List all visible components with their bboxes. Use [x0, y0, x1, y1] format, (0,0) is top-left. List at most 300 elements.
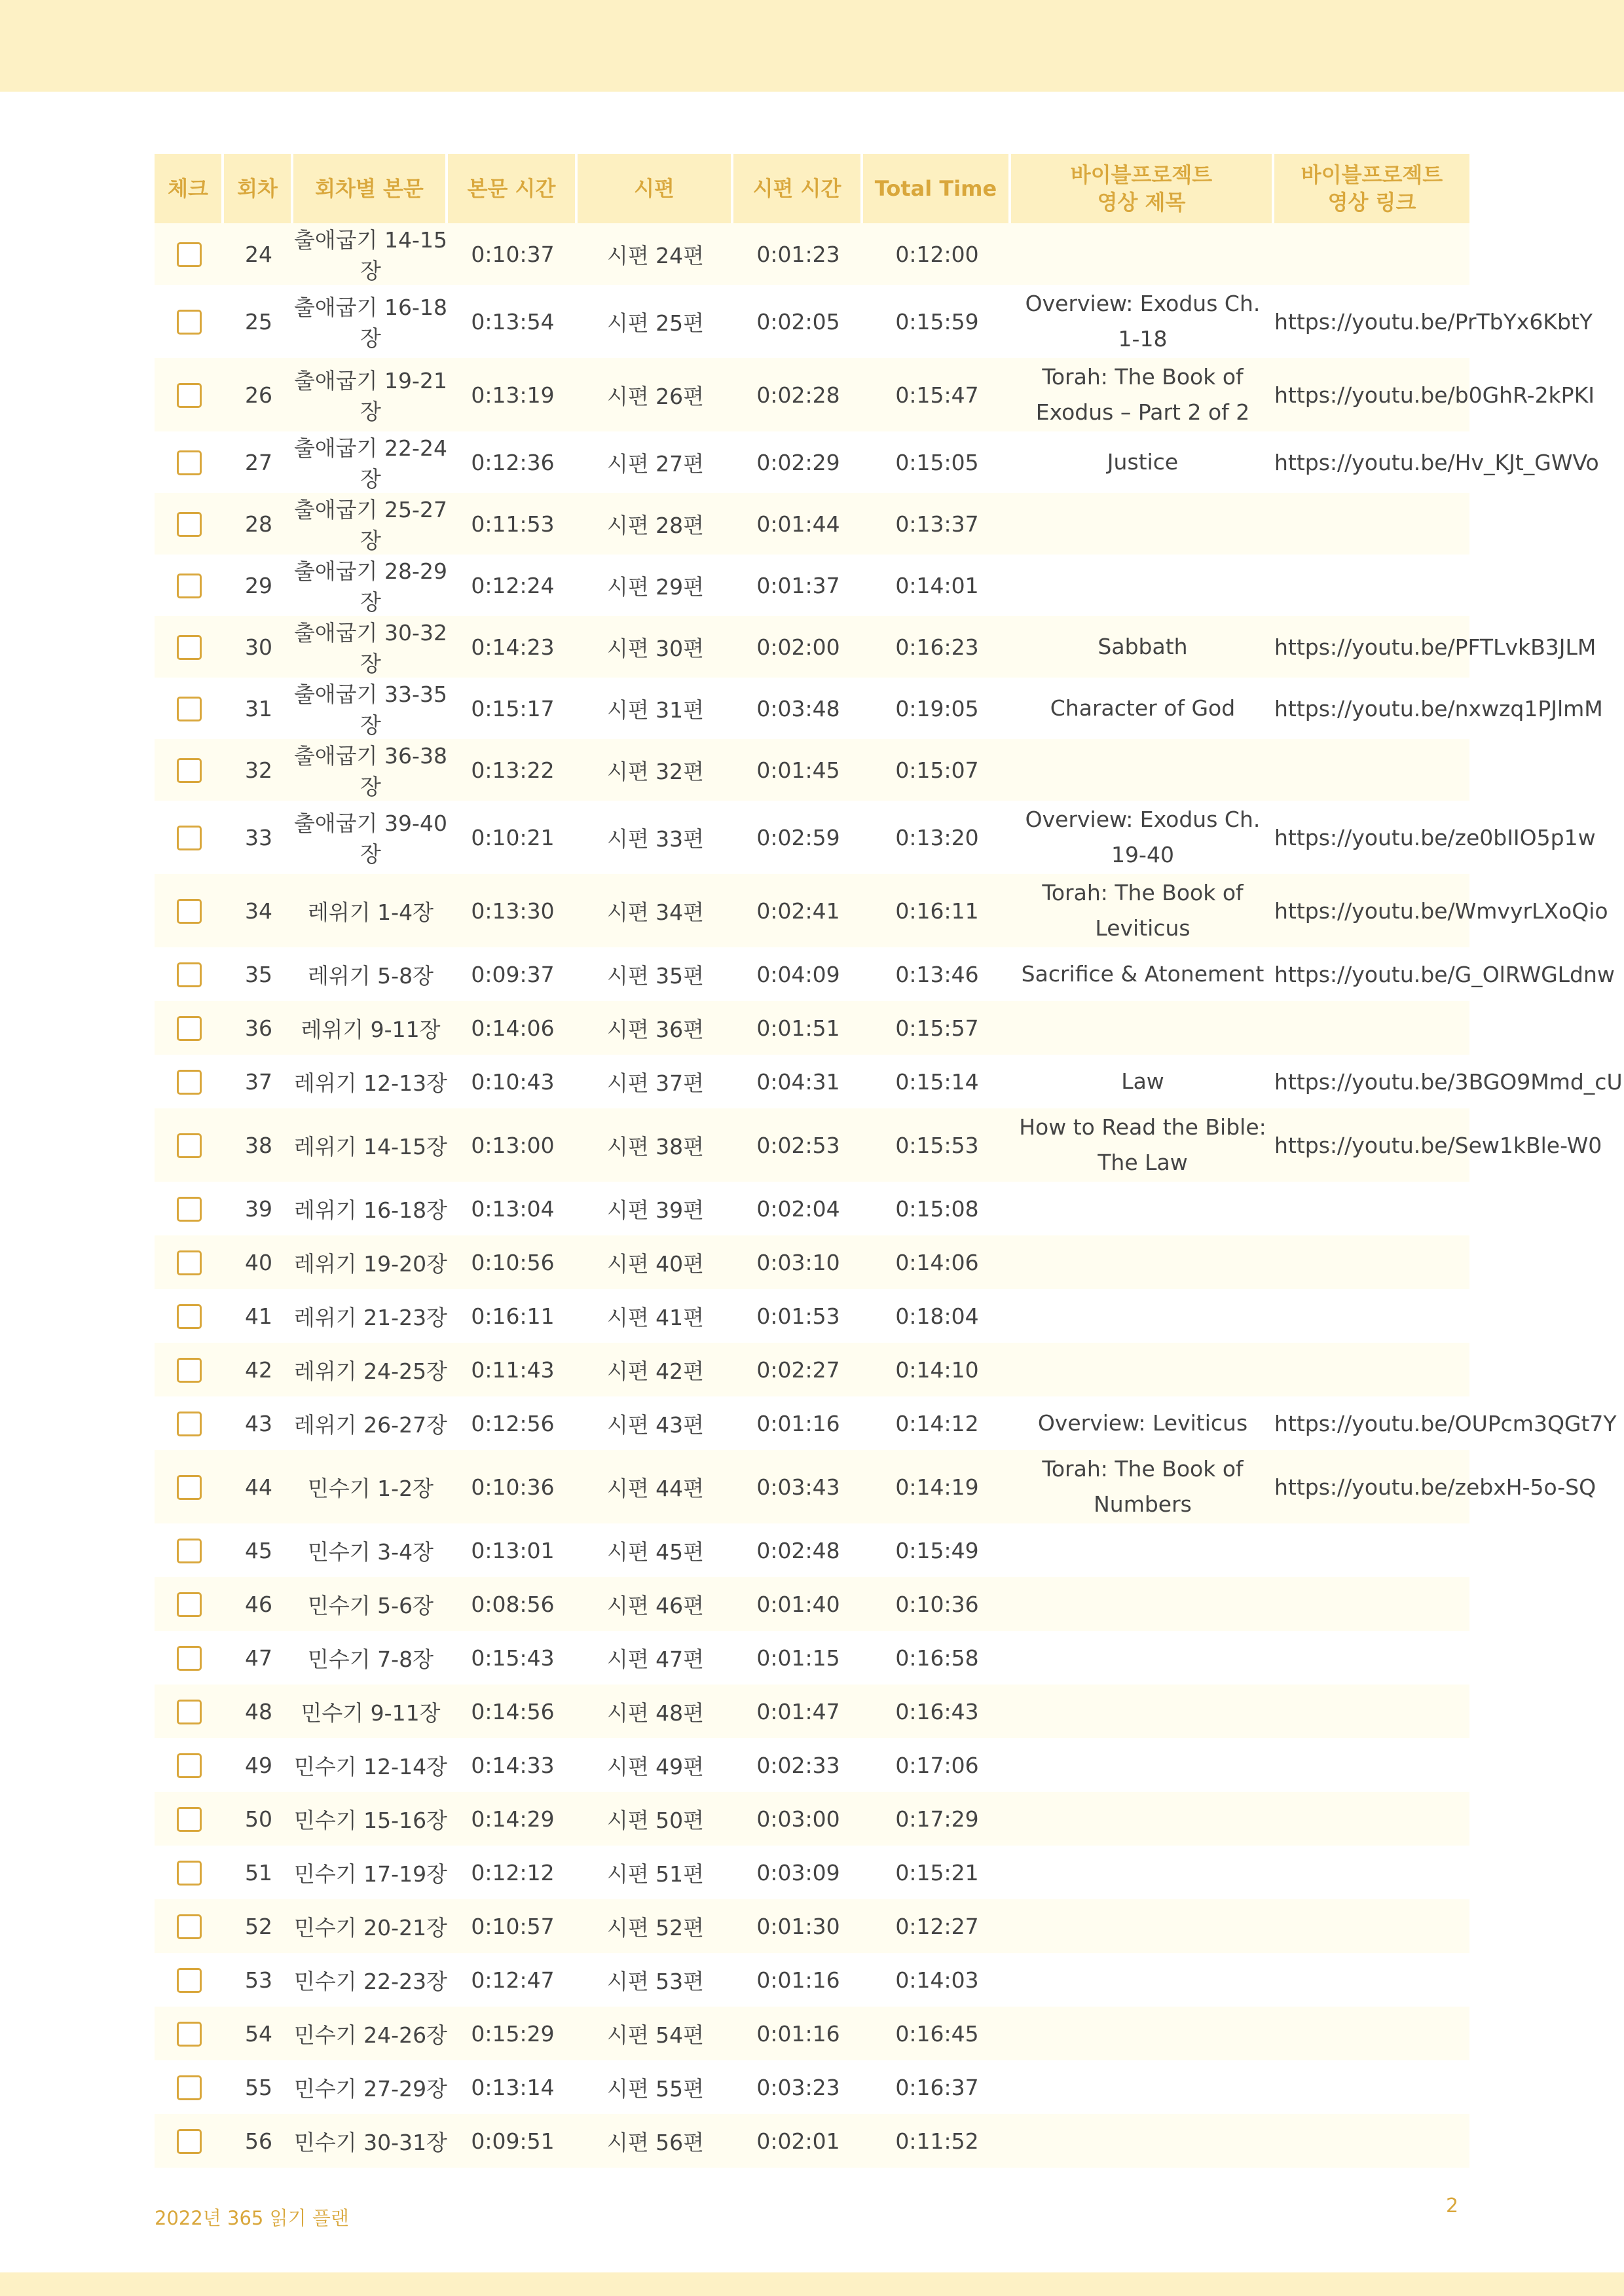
cell-psalm-time: 0:02:00	[733, 616, 863, 678]
cell-video-title	[1011, 1289, 1274, 1343]
cell-video-link[interactable]: https://youtu.be/PrTbYx6KbtY	[1274, 308, 1593, 335]
cell-total-time: 0:14:19	[863, 1450, 1011, 1523]
cell-total-time: 0:15:14	[895, 1068, 979, 1095]
cell-total-time: 0:15:49	[895, 1537, 979, 1563]
cell-passage: 출애굽기 39-40장	[294, 811, 447, 867]
reading-checkbox[interactable]	[177, 1968, 202, 1993]
table-row	[155, 616, 1469, 678]
cell-total-time: 0:15:59	[895, 308, 979, 335]
cell-check	[155, 2060, 224, 2114]
cell-session: 25	[245, 308, 272, 335]
cell-psalm-time: 0:02:01	[733, 2114, 863, 2168]
cell-psalm-time: 0:02:05	[756, 308, 840, 335]
cell-video-link	[1274, 1631, 1469, 1685]
cell-check	[155, 2007, 224, 2060]
cell-total-time: 0:10:36	[863, 1577, 1011, 1631]
cell-video-title	[1011, 1001, 1274, 1055]
cell-passage-time: 0:13:54	[471, 308, 555, 335]
cell-session: 38	[224, 1108, 293, 1182]
cell-passage-time: 0:10:36	[448, 1450, 578, 1523]
table-row	[155, 1343, 1469, 1396]
cell-passage: 출애굽기 28-29장	[294, 558, 447, 615]
table-row	[155, 431, 1469, 493]
col-header-session: 회차	[224, 154, 293, 223]
cell-psalm: 시편 35편	[606, 962, 705, 989]
table-row	[155, 555, 1469, 616]
cell-video-link[interactable]: https://youtu.be/PFTLvkB3JLM	[1274, 616, 1469, 678]
reading-checkbox[interactable]	[177, 512, 202, 537]
cell-video-title: Overview: Exodus Ch. 19-40	[1025, 807, 1261, 867]
cell-video-title	[1011, 1792, 1274, 1846]
reading-checkbox[interactable]	[177, 1358, 202, 1383]
cell-total-time: 0:15:47	[863, 358, 1011, 431]
cell-check	[155, 1343, 224, 1396]
cell-video-title: Torah: The Book of Leviticus	[1011, 874, 1274, 947]
cell-passage-time: 0:14:33	[471, 1752, 555, 1778]
cell-total-time: 0:19:05	[895, 695, 979, 721]
reading-checkbox[interactable]	[177, 574, 202, 598]
cell-total-time: 0:13:46	[895, 961, 979, 987]
cell-passage: 민수기 17-19장	[294, 1861, 447, 1887]
cell-check	[155, 1182, 224, 1235]
table-row	[155, 874, 1469, 947]
reading-checkbox[interactable]	[177, 1133, 202, 1158]
col-header-video-link-line2: 영상 링크	[1327, 190, 1416, 215]
reading-checkbox[interactable]	[177, 450, 202, 475]
cell-video-link	[1274, 2060, 1469, 2114]
cell-video-link[interactable]: https://youtu.be/zebxH-5o-SQ	[1274, 1450, 1469, 1523]
cell-session: 41	[245, 1303, 272, 1329]
cell-video-title	[1011, 1235, 1274, 1289]
col-header-video-link-line1: 바이블프로젝트	[1301, 162, 1443, 187]
cell-psalm: 시편 29편	[606, 574, 705, 600]
cell-passage-time: 0:13:01	[471, 1537, 555, 1563]
cell-psalm-time: 0:03:10	[733, 1235, 863, 1289]
cell-check	[155, 1523, 224, 1577]
cell-psalm: 시편 25편	[606, 310, 705, 336]
reading-checkbox[interactable]	[177, 1197, 202, 1222]
cell-passage-time: 0:10:43	[471, 1068, 555, 1095]
cell-passage: 출애굽기 30-32장	[293, 616, 448, 678]
cell-passage-time: 0:09:37	[471, 961, 555, 987]
reading-checkbox[interactable]	[177, 962, 202, 987]
table-row	[155, 1846, 1469, 1899]
cell-passage-time: 0:15:29	[448, 2007, 578, 2060]
table-row	[155, 801, 1469, 874]
reading-checkbox[interactable]	[177, 1304, 202, 1329]
cell-passage-time: 0:12:24	[471, 572, 555, 598]
table-row	[155, 1899, 1469, 1953]
cell-total-time: 0:15:53	[863, 1108, 1011, 1182]
cell-total-time: 0:14:06	[863, 1235, 1011, 1289]
cell-session: 42	[224, 1343, 293, 1396]
reading-checkbox[interactable]	[177, 1646, 202, 1671]
cell-total-time: 0:16:11	[863, 874, 1011, 947]
cell-video-title: Torah: The Book of Numbers	[1011, 1450, 1274, 1523]
table-row	[155, 2114, 1469, 2168]
cell-total-time: 0:14:01	[895, 572, 979, 598]
cell-passage-time: 0:14:06	[448, 1001, 578, 1055]
cell-video-link[interactable]: https://youtu.be/Hv_KJt_GWVo	[1274, 449, 1599, 475]
cell-psalm: 시편 31편	[606, 697, 705, 723]
cell-total-time: 0:18:04	[895, 1303, 979, 1329]
cell-check	[155, 1792, 224, 1846]
reading-checkbox[interactable]	[177, 1070, 202, 1095]
cell-session: 39	[245, 1195, 272, 1222]
cell-psalm-time: 0:02:53	[733, 1108, 863, 1182]
cell-psalm-time: 0:01:53	[756, 1303, 840, 1329]
cell-passage: 레위기 21-23장	[294, 1304, 447, 1330]
cell-session: 35	[245, 961, 272, 987]
cell-session: 30	[224, 616, 293, 678]
cell-video-link	[1274, 1343, 1469, 1396]
reading-checkbox[interactable]	[177, 383, 202, 408]
cell-passage-time: 0:11:53	[448, 493, 578, 555]
cell-total-time: 0:15:07	[863, 739, 1011, 801]
cell-check	[155, 555, 224, 616]
cell-passage-time: 0:08:56	[448, 1577, 578, 1631]
cell-video-link	[1274, 1846, 1469, 1899]
cell-passage: 민수기 15-16장	[293, 1792, 448, 1846]
cell-video-title	[1011, 1523, 1274, 1577]
cell-video-link[interactable]: https://youtu.be/OUPcm3QGt7Y	[1274, 1410, 1617, 1436]
cell-passage-time: 0:12:12	[471, 1859, 555, 1886]
cell-psalm-time: 0:01:51	[733, 1001, 863, 1055]
cell-video-link[interactable]: https://youtu.be/G_OlRWGLdnw	[1274, 961, 1615, 987]
cell-psalm: 시편 30편	[578, 616, 733, 678]
table-row	[155, 1001, 1469, 1055]
cell-psalm-time: 0:03:00	[733, 1792, 863, 1846]
cell-check	[155, 947, 224, 1001]
table-row	[155, 1685, 1469, 1738]
table-row	[155, 493, 1469, 555]
cell-total-time: 0:13:37	[863, 493, 1011, 555]
cell-check	[155, 1396, 224, 1450]
cell-check	[155, 1450, 224, 1523]
table-header-row	[155, 154, 1469, 223]
cell-passage: 레위기 14-15장	[293, 1108, 448, 1182]
cell-check	[155, 358, 224, 431]
cell-psalm: 시편 32편	[578, 739, 733, 801]
cell-psalm-time: 0:01:45	[733, 739, 863, 801]
cell-video-title	[1011, 739, 1274, 801]
cell-check	[155, 223, 224, 285]
col-header-passage-time: 본문 시간	[448, 154, 578, 223]
cell-check	[155, 493, 224, 555]
table-row	[155, 739, 1469, 801]
cell-video-title	[1011, 1343, 1274, 1396]
col-header-video-title-line2: 영상 제목	[1097, 190, 1186, 215]
col-header-psalm: 시편	[578, 154, 733, 223]
cell-psalm: 시편 40편	[578, 1235, 733, 1289]
cell-video-title	[1011, 2007, 1274, 2060]
cell-check	[155, 678, 224, 739]
cell-video-link	[1274, 493, 1469, 555]
cell-check	[155, 1235, 224, 1289]
cell-video-title: Justice	[1107, 449, 1179, 475]
cell-session: 44	[224, 1450, 293, 1523]
reading-checkbox[interactable]	[177, 1753, 202, 1778]
cell-session: 27	[245, 449, 272, 475]
cell-video-title: Sabbath	[1011, 616, 1274, 678]
reading-checkbox[interactable]	[177, 2075, 202, 2100]
cell-passage-time: 0:13:22	[448, 739, 578, 801]
cell-video-link[interactable]: https://youtu.be/b0GhR-2kPKI	[1274, 358, 1469, 431]
cell-total-time: 0:11:52	[863, 2114, 1011, 2168]
cell-passage: 출애굽기 36-38장	[293, 739, 448, 801]
cell-session: 46	[224, 1577, 293, 1631]
cell-video-link	[1274, 1235, 1469, 1289]
reading-checkbox[interactable]	[177, 1016, 202, 1041]
table-row	[155, 358, 1469, 431]
cell-psalm-time: 0:01:16	[756, 1410, 840, 1436]
table-row	[155, 1953, 1469, 2007]
reading-checkbox[interactable]	[177, 635, 202, 660]
cell-video-title	[1011, 2060, 1274, 2114]
cell-video-title	[1011, 1953, 1274, 2007]
cell-psalm-time: 0:01:16	[733, 2007, 863, 2060]
cell-passage: 레위기 24-25장	[293, 1343, 448, 1396]
col-header-video-link	[1274, 154, 1469, 223]
cell-video-title: Law	[1121, 1068, 1164, 1094]
reading-checkbox[interactable]	[177, 2129, 202, 2154]
cell-video-link	[1274, 555, 1469, 616]
table-row	[155, 223, 1469, 285]
cell-psalm-time: 0:04:09	[756, 961, 840, 987]
cell-psalm: 시편 50편	[578, 1792, 733, 1846]
table-row	[155, 1182, 1469, 1235]
cell-video-title: Overview: Leviticus	[1037, 1410, 1248, 1436]
table-row	[155, 2007, 1469, 2060]
reading-checkbox[interactable]	[177, 242, 202, 267]
cell-total-time: 0:17:06	[895, 1752, 979, 1778]
cell-passage: 레위기 19-20장	[293, 1235, 448, 1289]
cell-check	[155, 616, 224, 678]
reading-checkbox[interactable]	[177, 697, 202, 721]
cell-check	[155, 1685, 224, 1738]
cell-passage: 민수기 27-29장	[294, 2075, 447, 2102]
cell-video-link	[1274, 1182, 1469, 1235]
table-row	[155, 1792, 1469, 1846]
cell-passage: 민수기 22-23장	[294, 1968, 447, 1994]
cell-video-title	[1011, 1182, 1274, 1235]
reading-checkbox[interactable]	[177, 1807, 202, 1832]
cell-psalm: 시편 41편	[606, 1304, 705, 1330]
cell-check	[155, 1289, 224, 1343]
table-row	[155, 947, 1469, 1001]
table-row	[155, 285, 1469, 358]
cell-total-time: 0:12:27	[863, 1899, 1011, 1953]
cell-psalm-time: 0:01:37	[756, 572, 840, 598]
cell-session: 32	[224, 739, 293, 801]
cell-total-time: 0:16:43	[863, 1685, 1011, 1738]
cell-video-title: Sacrifice & Atonement	[1021, 961, 1264, 987]
cell-video-link	[1274, 1738, 1469, 1792]
cell-session: 51	[245, 1859, 272, 1886]
cell-video-link	[1274, 1289, 1469, 1343]
cell-video-title	[1011, 1738, 1274, 1792]
cell-session: 54	[224, 2007, 293, 2060]
cell-video-title: Overview: Exodus Ch. 1-18	[1025, 291, 1261, 352]
cell-check	[155, 1001, 224, 1055]
cell-passage-time: 0:10:56	[448, 1235, 578, 1289]
cell-total-time: 0:16:58	[895, 1645, 979, 1671]
reading-checkbox[interactable]	[177, 758, 202, 783]
table-row	[155, 1235, 1469, 1289]
table-row	[155, 1631, 1469, 1685]
cell-check	[155, 1631, 224, 1685]
table-row	[155, 1450, 1469, 1523]
cell-check	[155, 1738, 224, 1792]
reading-checkbox[interactable]	[177, 826, 202, 850]
cell-psalm-time: 0:02:33	[756, 1752, 840, 1778]
table-row	[155, 2060, 1469, 2114]
cell-session: 50	[224, 1792, 293, 1846]
reading-checkbox[interactable]	[177, 899, 202, 924]
cell-total-time: 0:13:20	[895, 824, 979, 850]
cell-passage: 레위기 5-8장	[308, 962, 434, 989]
col-header-video-title-line1: 바이블프로젝트	[1070, 162, 1213, 187]
cell-passage: 출애굽기 19-21장	[293, 358, 448, 431]
reading-checkbox[interactable]	[177, 1539, 202, 1563]
cell-passage-time: 0:14:56	[448, 1685, 578, 1738]
table-row	[155, 1396, 1469, 1450]
cell-passage-time: 0:12:47	[471, 1967, 555, 1993]
cell-video-title	[1011, 223, 1274, 285]
cell-session: 28	[224, 493, 293, 555]
cell-psalm: 시편 37편	[606, 1070, 705, 1096]
table-body	[155, 223, 1623, 2168]
cell-video-title	[1011, 1631, 1274, 1685]
cell-passage-time: 0:15:43	[471, 1645, 555, 1671]
col-header-check: 체크	[155, 154, 224, 223]
cell-total-time: 0:15:08	[895, 1195, 979, 1222]
cell-check	[155, 874, 224, 947]
cell-psalm-time: 0:03:43	[733, 1450, 863, 1523]
cell-passage: 레위기 1-4장	[293, 874, 448, 947]
cell-passage: 출애굽기 16-18장	[294, 295, 447, 351]
cell-check	[155, 431, 224, 493]
reading-checkbox[interactable]	[177, 1412, 202, 1436]
cell-passage: 민수기 12-14장	[294, 1753, 447, 1779]
cell-passage: 민수기 1-2장	[293, 1450, 448, 1523]
cell-video-link	[1274, 2007, 1469, 2060]
cell-session: 43	[245, 1410, 272, 1436]
cell-video-link[interactable]: https://youtu.be/ze0bIIO5p1w	[1274, 824, 1596, 850]
cell-psalm-time: 0:01:47	[733, 1685, 863, 1738]
cell-video-link	[1274, 2114, 1469, 2168]
cell-psalm: 시편 43편	[606, 1412, 705, 1438]
cell-total-time: 0:14:12	[895, 1410, 979, 1436]
cell-psalm-time: 0:01:40	[733, 1577, 863, 1631]
table-row	[155, 1523, 1469, 1577]
cell-passage-time: 0:13:30	[448, 874, 578, 947]
reading-checkbox[interactable]	[177, 1475, 202, 1500]
table-row	[155, 1577, 1469, 1631]
cell-session: 37	[245, 1068, 272, 1095]
cell-video-link	[1274, 223, 1469, 285]
cell-passage: 레위기 26-27장	[294, 1412, 447, 1438]
reading-checkbox[interactable]	[177, 310, 202, 335]
table-row	[155, 678, 1469, 739]
cell-psalm: 시편 47편	[606, 1646, 705, 1672]
cell-video-link[interactable]: https://youtu.be/3BGO9Mmd_cU	[1274, 1068, 1623, 1095]
cell-psalm: 시편 56편	[578, 2114, 733, 2168]
cell-video-link	[1274, 1953, 1469, 2007]
reading-checkbox[interactable]	[177, 1700, 202, 1724]
cell-psalm-time: 0:04:31	[756, 1068, 840, 1095]
table-row	[155, 1738, 1469, 1792]
cell-session: 29	[245, 572, 272, 598]
cell-video-link	[1274, 739, 1469, 801]
cell-psalm: 시편 28편	[578, 493, 733, 555]
cell-psalm-time: 0:02:29	[756, 449, 840, 475]
cell-passage: 민수기 5-6장	[293, 1577, 448, 1631]
reading-checkbox[interactable]	[177, 1250, 202, 1275]
cell-psalm: 시편 49편	[606, 1753, 705, 1779]
cell-session: 34	[224, 874, 293, 947]
cell-psalm: 시편 46편	[578, 1577, 733, 1631]
reading-checkbox[interactable]	[177, 1592, 202, 1617]
reading-checkbox[interactable]	[177, 1861, 202, 1886]
cell-video-title	[1011, 493, 1274, 555]
cell-check	[155, 739, 224, 801]
cell-session: 24	[224, 223, 293, 285]
cell-passage: 민수기 3-4장	[308, 1539, 434, 1565]
footer-plan-name: 2022년 365 읽기 플랜	[155, 2207, 349, 2229]
cell-passage: 출애굽기 25-27장	[293, 493, 448, 555]
cell-total-time: 0:12:00	[863, 223, 1011, 285]
cell-session: 52	[224, 1899, 293, 1953]
cell-total-time: 0:15:05	[895, 449, 979, 475]
cell-video-title	[1011, 1685, 1274, 1738]
cell-psalm: 시편 36편	[578, 1001, 733, 1055]
cell-psalm-time: 0:03:09	[756, 1859, 840, 1886]
cell-video-link[interactable]: https://youtu.be/nxwzq1PJlmM	[1274, 695, 1603, 721]
cell-check	[155, 1108, 224, 1182]
cell-session: 40	[224, 1235, 293, 1289]
cell-video-link	[1274, 1577, 1469, 1631]
cell-passage: 출애굽기 22-24장	[294, 435, 447, 492]
cell-passage-time: 0:13:19	[448, 358, 578, 431]
cell-video-link	[1274, 1685, 1469, 1738]
cell-psalm-time: 0:02:28	[733, 358, 863, 431]
cell-psalm: 시편 33편	[606, 826, 705, 852]
table-row	[155, 1108, 1469, 1182]
cell-passage: 출애굽기 14-15장	[293, 223, 448, 285]
cell-passage-time: 0:16:11	[471, 1303, 555, 1329]
cell-passage-time: 0:13:00	[448, 1108, 578, 1182]
cell-passage: 민수기 30-31장	[293, 2114, 448, 2168]
cell-session: 55	[245, 2074, 272, 2100]
cell-session: 36	[224, 1001, 293, 1055]
reading-checkbox[interactable]	[177, 2022, 202, 2047]
cell-session: 45	[245, 1537, 272, 1563]
cell-video-title: How to Read the Bible: The Law	[1011, 1108, 1274, 1182]
cell-passage: 민수기 20-21장	[293, 1899, 448, 1953]
cell-passage: 레위기 12-13장	[294, 1070, 447, 1096]
cell-video-link[interactable]: https://youtu.be/Sew1kBle-W0	[1274, 1108, 1469, 1182]
col-header-video-title	[1011, 154, 1274, 223]
cell-psalm: 시편 39편	[606, 1197, 705, 1223]
table-row	[155, 1289, 1469, 1343]
cell-psalm: 시편 38편	[578, 1108, 733, 1182]
cell-passage-time: 0:12:36	[471, 449, 555, 475]
cell-passage-time: 0:11:43	[448, 1343, 578, 1396]
cell-video-link[interactable]: https://youtu.be/WmvyrLXoQio	[1274, 874, 1469, 947]
reading-checkbox[interactable]	[177, 1914, 202, 1939]
bottom-band	[0, 2272, 1624, 2296]
